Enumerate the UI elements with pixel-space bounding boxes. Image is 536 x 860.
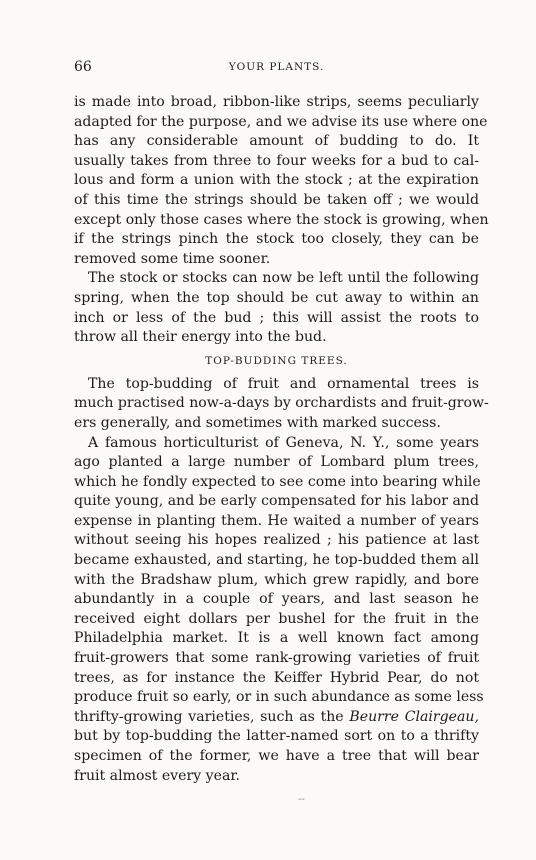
page-number: 66 — [74, 59, 92, 75]
paragraph-3 — [74, 375, 489, 434]
paragraph-1 — [74, 93, 489, 269]
text-line: trees, as for instance the Keiffer Hybrid Pear, do not — [74, 669, 479, 686]
text-line: A famous horticulturist of Geneva, N. Y., some years — [88, 434, 479, 451]
text-line: much practised now-a-days by orchardists and fruit-grow- — [74, 395, 489, 412]
text-line: throw all their energy into the bud. — [74, 329, 327, 346]
text-line: Philadelphia market. It is a well known fact among — [74, 630, 479, 647]
text-line: without seeing his hopes realized ; his patience at last — [74, 532, 479, 549]
text-line: is made into broad, ribbon-like strips, seems peculiarly — [74, 94, 479, 110]
section-heading: TOP-BUDDING TREES. — [205, 354, 348, 367]
text-line: expense in planting them. He waited a number of years — [74, 512, 479, 529]
text-line: became exhausted, and starting, he top-budded them all — [74, 552, 479, 569]
text-line: with the Bradshaw plum, which grew rapidly, and bore — [74, 571, 479, 588]
text-fragment: thrifty-growing varieties, such as the — [74, 708, 350, 725]
running-head: YOUR PLANTS. — [228, 61, 325, 73]
text-line: spring, when the top should be cut away to within an — [74, 289, 479, 306]
text-line: except only those cases where the stock is growing, when — [74, 211, 489, 228]
text-line: adapted for the purpose, and we advise its use where one — [74, 113, 488, 130]
text-line: if the strings pinch the stock too closely, they can be — [74, 231, 479, 248]
footer-mark: -- — [298, 794, 305, 805]
text-line: which he fondly expected to see come into bearing while — [74, 473, 481, 490]
text-line — [74, 708, 479, 728]
text-line: specimen of the former, we have a tree that will bear — [74, 748, 479, 764]
text-line: quite young, and be early compensated for his labor and — [74, 493, 479, 510]
text-line: ers generally, and sometimes with marked success. — [74, 414, 441, 431]
paragraph-2 — [74, 269, 479, 347]
text-line: but by top-budding the latter-named sort on to a thrifty — [74, 728, 479, 745]
text-line: usually takes from three to four weeks for a bud to cal- — [74, 152, 479, 169]
italic-variety-name: Beurre Clairgeau, — [349, 708, 479, 725]
text-line: The stock or stocks can now be left until the following — [88, 270, 479, 287]
text-line: fruit almost every year. — [74, 767, 241, 784]
text-line: received eight dollars per bushel for the fruit in the — [74, 610, 479, 627]
paragraph-4 — [74, 434, 484, 787]
text-line: of this time the strings should be taken off ; we would — [74, 191, 479, 208]
text-line: ago planted a large number of Lombard plum trees, — [74, 454, 479, 471]
text-line: inch or less of the bud ; this will assist the roots to — [74, 309, 479, 326]
text-line: lous and form a union with the stock ; at the expiration — [74, 172, 479, 189]
text-line: removed some time sooner. — [74, 250, 271, 267]
page-header — [74, 59, 479, 81]
text-line: produce fruit so early, or in such abundance as some less — [74, 689, 484, 706]
text-line: abundantly in a couple of years, and last season he — [74, 591, 479, 608]
text-line: The top-budding of fruit and ornamental trees is — [88, 375, 479, 392]
body-text — [74, 93, 489, 786]
text-line: has any considerable amount of budding to do. It — [74, 133, 479, 150]
text-line: fruit-growers that some rank-growing varieties of fruit — [74, 650, 479, 667]
